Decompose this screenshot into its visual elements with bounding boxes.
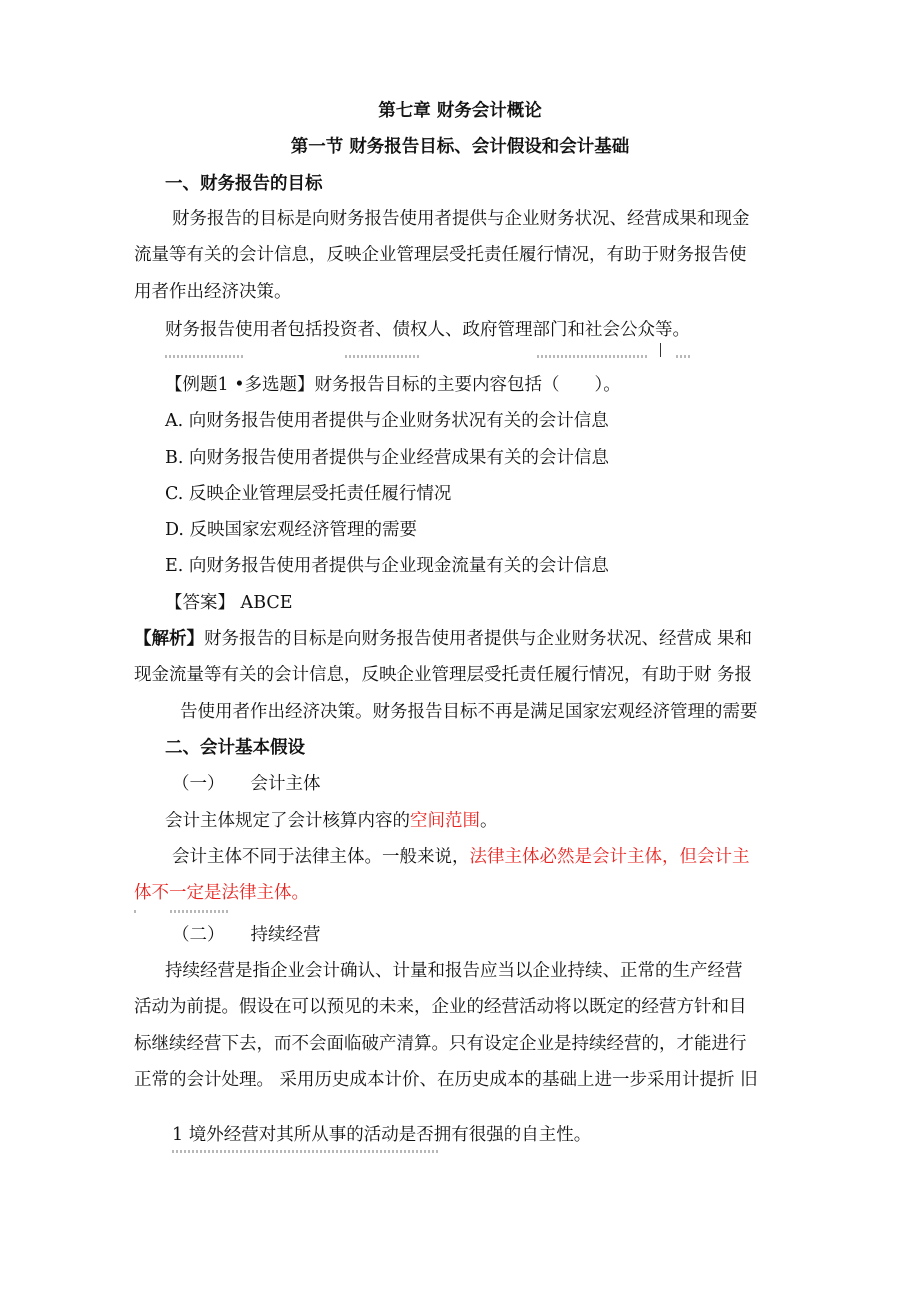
scan-noise bbox=[676, 355, 690, 358]
objectives-paragraph-line: 流量等有关的会计信息，反映企业管理层受托责任履行情况，有助于财务报告使 bbox=[134, 245, 747, 265]
option-e: E. 向财务报告使用者提供与企业现金流量有关的会计信息 bbox=[165, 556, 609, 576]
scan-noise bbox=[537, 355, 647, 358]
scan-noise bbox=[165, 355, 245, 358]
option-b: B. 向财务报告使用者提供与企业经营成果有关的会计信息 bbox=[165, 448, 609, 468]
subheading-number: （二） bbox=[172, 925, 225, 945]
heading-objectives: 一、财务报告的目标 bbox=[165, 174, 323, 194]
entity-paragraph-2 bbox=[172, 849, 750, 867]
objectives-paragraph-line: 用者作出经济决策。 bbox=[134, 282, 292, 302]
entity-highlight: 空间范围 bbox=[410, 811, 480, 831]
entity-text: 会计主体不同于法律主体。一般来说， bbox=[172, 847, 470, 867]
analysis-line: 告使用者作出经济决策。财务报告目标不再是满足国家宏观经济管理的需要 bbox=[180, 702, 758, 722]
scan-noise bbox=[345, 355, 420, 358]
scan-noise bbox=[170, 910, 230, 913]
entity-highlight-line: 体不一定是法律主体。 bbox=[134, 883, 309, 903]
going-concern-line: 正常的会计处理。 采用历史成本计价、在历史成本的基础上进一步采用计提折 旧 bbox=[134, 1070, 758, 1090]
entity-text: 会计主体规定了会计核算内容的 bbox=[165, 811, 410, 831]
answer: 【答案】 ABCE bbox=[165, 593, 293, 613]
subheading-number: （一） bbox=[172, 774, 225, 794]
example-question: 【例题1 •多选题】财务报告目标的主要内容包括（ ）。 bbox=[165, 375, 621, 395]
objectives-paragraph-line: 财务报告的目标是向财务报告使用者提供与企业财务状况、经营成果和现金 bbox=[172, 209, 750, 229]
option-d: D. 反映国家宏观经济管理的需要 bbox=[165, 520, 418, 540]
analysis-label: 【解析】 bbox=[134, 629, 204, 649]
entity-text-end: 。 bbox=[480, 811, 498, 831]
scan-mark bbox=[660, 343, 661, 357]
going-concern-line: 标继续经营下去，而不会面临破产清算。只有设定企业是持续经营的，才能进行 bbox=[134, 1034, 747, 1054]
chapter-title: 第七章 财务会计概论 bbox=[378, 101, 542, 121]
entity-paragraph-1 bbox=[165, 813, 498, 831]
option-c: C. 反映企业管理层受托责任履行情况 bbox=[165, 484, 452, 504]
scan-noise bbox=[134, 910, 138, 913]
heading-assumptions: 二、会计基本假设 bbox=[165, 738, 305, 758]
subheading-going-concern bbox=[172, 927, 321, 945]
section-title: 第一节 财务报告目标、会计假设和会计基础 bbox=[290, 137, 630, 157]
analysis-line bbox=[134, 631, 752, 649]
footnote: 1 境外经营对其所从事的活动是否拥有很强的自主性。 bbox=[172, 1125, 592, 1145]
going-concern-line: 活动为前提。假设在可以预见的未来，企业的经营活动将以既定的经营方针和目 bbox=[134, 997, 747, 1017]
subheading-title: 会计主体 bbox=[250, 774, 321, 794]
scan-noise bbox=[172, 1150, 440, 1153]
option-a: A. 向财务报告使用者提供与企业财务状况有关的会计信息 bbox=[165, 411, 609, 431]
subheading-entity bbox=[172, 776, 321, 794]
users-paragraph: 财务报告使用者包括投资者、债权人、政府管理部门和社会公众等。 bbox=[165, 320, 690, 340]
analysis-text: 财务报告的目标是向财务报告使用者提供与企业财务状况、经营成 果和 bbox=[204, 629, 753, 649]
subheading-title: 持续经营 bbox=[250, 925, 321, 945]
entity-highlight: 法律主体必然是会计主体，但会计主 bbox=[469, 847, 750, 867]
analysis-line: 现金流量等有关的会计信息，反映企业管理层受托责任履行情况，有助于财 务报 bbox=[134, 665, 753, 685]
going-concern-line: 持续经营是指企业会计确认、计量和报告应当以企业持续、正常的生产经营 bbox=[165, 961, 743, 981]
